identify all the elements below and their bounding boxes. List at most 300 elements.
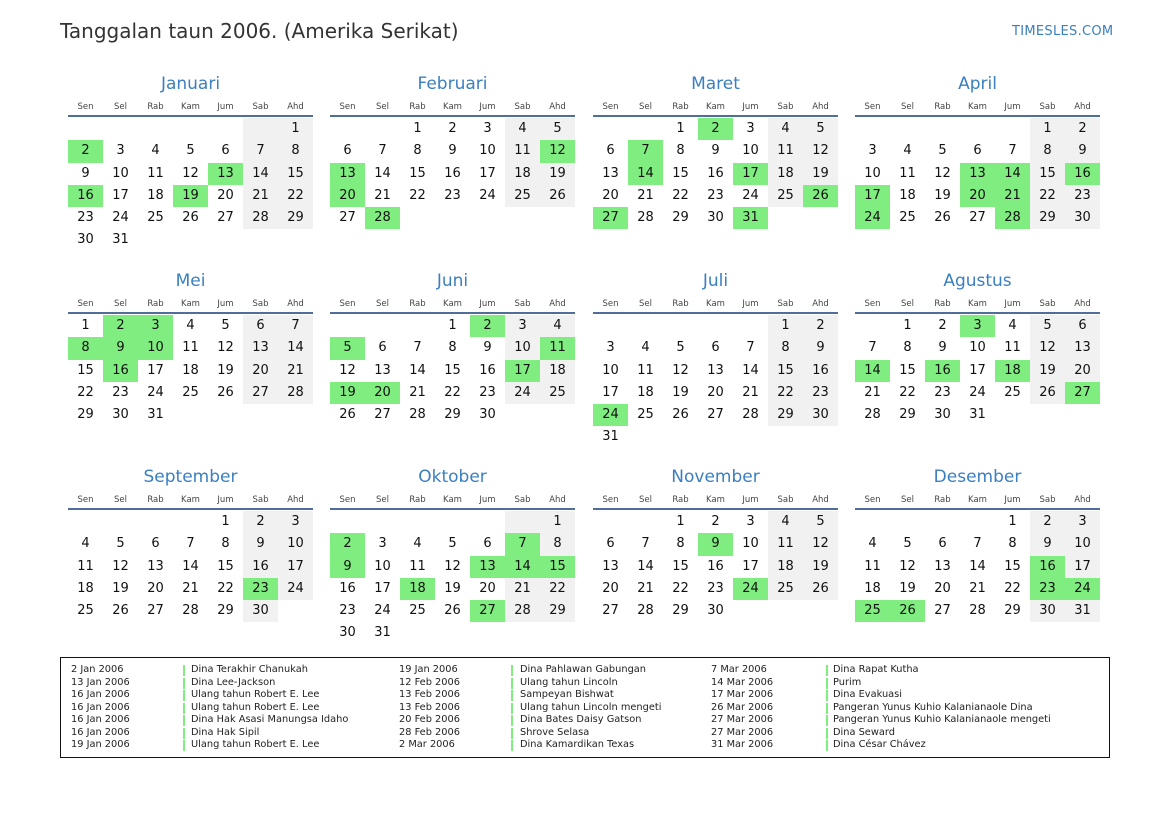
day-cell[interactable]: 1 [278,118,313,140]
day-cell[interactable]: 21 [742,384,759,400]
day-cell[interactable]: 19 [1030,360,1065,382]
day-cell[interactable]: 8 [413,143,422,159]
day-cell[interactable]: 7 [278,315,313,337]
day-cell[interactable]: 10 [969,340,986,356]
day-cell[interactable]: 29 [1004,603,1021,619]
day-cell[interactable]: 27 [934,603,951,619]
holiday-day-cell[interactable]: 14 [628,163,663,185]
day-cell[interactable]: 11 [182,340,199,356]
day-cell[interactable]: 11 [409,558,426,574]
holiday-day-cell[interactable]: 14 [995,163,1030,185]
day-cell[interactable]: 31 [112,232,129,248]
day-cell[interactable]: 31 [969,407,986,423]
day-cell[interactable]: 7 [973,536,982,552]
day-cell[interactable]: 13 [602,165,619,181]
holiday-day-cell[interactable]: 3 [138,315,173,337]
day-cell[interactable]: 29 [77,407,94,423]
day-cell[interactable]: 11 [899,165,916,181]
day-cell[interactable]: 18 [768,163,803,185]
day-cell[interactable]: 22 [77,384,94,400]
day-cell[interactable]: 10 [742,143,759,159]
day-cell[interactable]: 8 [676,536,685,552]
day-cell[interactable]: 15 [899,362,916,378]
day-cell[interactable]: 12 [217,340,234,356]
day-cell[interactable]: 26 [803,578,838,600]
day-cell[interactable]: 27 [217,210,234,226]
day-cell[interactable]: 20 [707,384,724,400]
holiday-day-cell[interactable]: 16 [103,360,138,382]
day-cell[interactable]: 16 [707,558,724,574]
day-cell[interactable]: 17 [1065,556,1100,578]
day-cell[interactable]: 5 [676,340,685,356]
holiday-day-cell[interactable]: 3 [960,315,995,337]
day-cell[interactable]: 2 [938,318,947,333]
day-cell[interactable]: 27 [707,407,724,423]
day-cell[interactable]: 26 [217,384,234,400]
day-cell[interactable]: 24 [742,187,759,203]
day-cell[interactable]: 1 [221,514,230,529]
day-cell[interactable]: 16 [803,360,838,382]
holiday-day-cell[interactable]: 18 [995,360,1030,382]
holiday-day-cell[interactable]: 9 [698,533,733,555]
day-cell[interactable]: 26 [339,407,356,423]
day-cell[interactable]: 12 [1030,337,1065,359]
day-cell[interactable]: 6 [973,143,982,159]
day-cell[interactable]: 11 [505,140,540,162]
day-cell[interactable]: 21 [969,580,986,596]
day-cell[interactable]: 21 [505,578,540,600]
day-cell[interactable]: 6 [483,536,492,552]
day-cell[interactable]: 26 [934,210,951,226]
day-cell[interactable]: 21 [374,187,391,203]
day-cell[interactable]: 18 [864,580,881,596]
day-cell[interactable]: 11 [768,533,803,555]
day-cell[interactable]: 1 [1030,118,1065,140]
day-cell[interactable]: 25 [540,382,575,404]
day-cell[interactable]: 14 [409,362,426,378]
day-cell[interactable]: 12 [112,558,129,574]
day-cell[interactable]: 29 [672,210,689,226]
day-cell[interactable]: 1 [676,121,685,136]
day-cell[interactable]: 30 [803,404,838,426]
day-cell[interactable]: 29 [672,603,689,619]
day-cell[interactable]: 7 [641,536,650,552]
day-cell[interactable]: 23 [444,187,461,203]
day-cell[interactable]: 22 [768,382,803,404]
day-cell[interactable]: 16 [707,165,724,181]
day-cell[interactable]: 10 [505,337,540,359]
holiday-day-cell[interactable]: 14 [855,360,890,382]
holiday-day-cell[interactable]: 9 [103,337,138,359]
day-cell[interactable]: 14 [742,362,759,378]
holiday-day-cell[interactable]: 13 [208,163,243,185]
day-cell[interactable]: 5 [1030,315,1065,337]
day-cell[interactable]: 8 [221,536,230,552]
holiday-day-cell[interactable]: 27 [470,600,505,622]
day-cell[interactable]: 4 [1008,318,1017,333]
brand-link[interactable]: TIMESLES.COM [1012,24,1114,39]
day-cell[interactable]: 17 [278,556,313,578]
day-cell[interactable]: 26 [672,407,689,423]
day-cell[interactable]: 2 [803,315,838,337]
day-cell[interactable]: 30 [707,603,724,619]
day-cell[interactable]: 20 [243,360,278,382]
day-cell[interactable]: 19 [444,580,461,596]
day-cell[interactable]: 4 [505,118,540,140]
day-cell[interactable]: 12 [803,533,838,555]
day-cell[interactable]: 17 [742,558,759,574]
day-cell[interactable]: 29 [217,603,234,619]
day-cell[interactable]: 8 [278,140,313,162]
holiday-day-cell[interactable]: 2 [470,315,505,337]
day-cell[interactable]: 13 [934,558,951,574]
day-cell[interactable]: 9 [483,340,492,356]
day-cell[interactable]: 13 [243,337,278,359]
holiday-day-cell[interactable]: 5 [330,337,365,359]
day-cell[interactable]: 10 [374,558,391,574]
holiday-day-cell[interactable]: 27 [1065,382,1100,404]
day-cell[interactable]: 29 [899,407,916,423]
day-cell[interactable]: 29 [768,404,803,426]
day-cell[interactable]: 24 [278,578,313,600]
holiday-day-cell[interactable]: 14 [505,556,540,578]
day-cell[interactable]: 5 [221,318,230,333]
day-cell[interactable]: 30 [707,210,724,226]
day-cell[interactable]: 22 [672,187,689,203]
day-cell[interactable]: 12 [339,362,356,378]
day-cell[interactable]: 2 [243,511,278,533]
day-cell[interactable]: 15 [444,362,461,378]
day-cell[interactable]: 22 [672,580,689,596]
day-cell[interactable]: 9 [81,165,90,181]
day-cell[interactable]: 18 [505,163,540,185]
holiday-day-cell[interactable]: 19 [330,382,365,404]
day-cell[interactable]: 4 [768,511,803,533]
day-cell[interactable]: 20 [1065,360,1100,382]
day-cell[interactable]: 12 [934,165,951,181]
day-cell[interactable]: 24 [147,384,164,400]
day-cell[interactable]: 14 [243,163,278,185]
day-cell[interactable]: 18 [768,556,803,578]
day-cell[interactable]: 14 [637,558,654,574]
day-cell[interactable]: 19 [899,580,916,596]
holiday-day-cell[interactable]: 8 [68,337,103,359]
day-cell[interactable]: 26 [444,603,461,619]
day-cell[interactable]: 25 [505,185,540,207]
day-cell[interactable]: 22 [444,384,461,400]
day-cell[interactable]: 25 [768,578,803,600]
holiday-day-cell[interactable]: 17 [505,360,540,382]
day-cell[interactable]: 20 [147,580,164,596]
day-cell[interactable]: 28 [742,407,759,423]
day-cell[interactable]: 25 [147,210,164,226]
day-cell[interactable]: 12 [444,558,461,574]
day-cell[interactable]: 18 [77,580,94,596]
holiday-day-cell[interactable]: 24 [1065,578,1100,600]
day-cell[interactable]: 3 [868,143,877,159]
day-cell[interactable]: 19 [112,580,129,596]
day-cell[interactable]: 16 [339,580,356,596]
day-cell[interactable]: 25 [1004,384,1021,400]
day-cell[interactable]: 20 [217,187,234,203]
day-cell[interactable]: 20 [934,580,951,596]
day-cell[interactable]: 23 [479,384,496,400]
day-cell[interactable]: 3 [746,514,755,529]
day-cell[interactable]: 28 [182,603,199,619]
day-cell[interactable]: 22 [278,185,313,207]
day-cell[interactable]: 28 [505,600,540,622]
day-cell[interactable]: 4 [186,318,195,333]
holiday-day-cell[interactable]: 20 [960,185,995,207]
holiday-day-cell[interactable]: 17 [855,185,890,207]
day-cell[interactable]: 23 [112,384,129,400]
day-cell[interactable]: 4 [768,118,803,140]
day-cell[interactable]: 15 [768,360,803,382]
holiday-day-cell[interactable]: 10 [138,337,173,359]
day-cell[interactable]: 10 [602,362,619,378]
holiday-day-cell[interactable]: 13 [470,556,505,578]
day-cell[interactable]: 29 [444,407,461,423]
day-cell[interactable]: 28 [864,407,881,423]
day-cell[interactable]: 8 [1008,536,1017,552]
day-cell[interactable]: 19 [934,187,951,203]
day-cell[interactable]: 5 [540,118,575,140]
day-cell[interactable]: 21 [409,384,426,400]
day-cell[interactable]: 21 [637,187,654,203]
day-cell[interactable]: 8 [676,143,685,159]
day-cell[interactable]: 12 [899,558,916,574]
day-cell[interactable]: 6 [1065,315,1100,337]
day-cell[interactable]: 4 [641,340,650,356]
day-cell[interactable]: 10 [278,533,313,555]
day-cell[interactable]: 25 [768,185,803,207]
day-cell[interactable]: 3 [505,315,540,337]
holiday-day-cell[interactable]: 16 [925,360,960,382]
day-cell[interactable]: 31 [1065,600,1100,622]
holiday-day-cell[interactable]: 13 [330,163,365,185]
day-cell[interactable]: 19 [672,384,689,400]
holiday-day-cell[interactable]: 23 [1030,578,1065,600]
day-cell[interactable]: 11 [864,558,881,574]
day-cell[interactable]: 1 [81,318,90,333]
day-cell[interactable]: 13 [602,558,619,574]
day-cell[interactable]: 15 [409,165,426,181]
holiday-day-cell[interactable]: 24 [855,207,890,229]
day-cell[interactable]: 3 [483,121,492,136]
day-cell[interactable]: 11 [77,558,94,574]
day-cell[interactable]: 22 [217,580,234,596]
holiday-day-cell[interactable]: 23 [243,578,278,600]
holiday-day-cell[interactable]: 13 [960,163,995,185]
holiday-day-cell[interactable]: 19 [173,185,208,207]
day-cell[interactable]: 14 [969,558,986,574]
day-cell[interactable]: 15 [1004,558,1021,574]
day-cell[interactable]: 18 [540,360,575,382]
day-cell[interactable]: 31 [147,407,164,423]
holiday-day-cell[interactable]: 17 [733,163,768,185]
day-cell[interactable]: 10 [112,165,129,181]
day-cell[interactable]: 25 [182,384,199,400]
day-cell[interactable]: 4 [903,143,912,159]
day-cell[interactable]: 25 [409,603,426,619]
day-cell[interactable]: 14 [374,165,391,181]
holiday-day-cell[interactable]: 24 [733,578,768,600]
day-cell[interactable]: 30 [1065,207,1100,229]
holiday-day-cell[interactable]: 2 [330,533,365,555]
day-cell[interactable]: 1 [540,511,575,533]
day-cell[interactable]: 7 [1008,143,1017,159]
day-cell[interactable]: 2 [1065,118,1100,140]
holiday-day-cell[interactable]: 9 [330,556,365,578]
day-cell[interactable]: 8 [448,340,457,356]
day-cell[interactable]: 9 [1065,140,1100,162]
day-cell[interactable]: 6 [606,536,615,552]
holiday-day-cell[interactable]: 28 [365,207,400,229]
day-cell[interactable]: 12 [672,362,689,378]
holiday-day-cell[interactable]: 26 [803,185,838,207]
day-cell[interactable]: 13 [707,362,724,378]
day-cell[interactable]: 9 [711,143,720,159]
holiday-day-cell[interactable]: 16 [1065,163,1100,185]
day-cell[interactable]: 11 [637,362,654,378]
day-cell[interactable]: 24 [112,210,129,226]
day-cell[interactable]: 17 [374,580,391,596]
day-cell[interactable]: 14 [182,558,199,574]
day-cell[interactable]: 22 [1030,185,1065,207]
day-cell[interactable]: 28 [243,207,278,229]
day-cell[interactable]: 2 [711,514,720,529]
day-cell[interactable]: 1 [676,514,685,529]
day-cell[interactable]: 27 [602,603,619,619]
day-cell[interactable]: 5 [803,118,838,140]
day-cell[interactable]: 22 [409,187,426,203]
holiday-day-cell[interactable]: 12 [540,140,575,162]
day-cell[interactable]: 26 [182,210,199,226]
day-cell[interactable]: 11 [768,140,803,162]
day-cell[interactable]: 1 [448,318,457,333]
day-cell[interactable]: 4 [81,536,90,552]
day-cell[interactable]: 7 [746,340,755,356]
holiday-day-cell[interactable]: 11 [540,337,575,359]
holiday-day-cell[interactable]: 20 [365,382,400,404]
day-cell[interactable]: 4 [868,536,877,552]
day-cell[interactable]: 6 [343,143,352,159]
day-cell[interactable]: 25 [637,407,654,423]
day-cell[interactable]: 23 [1065,185,1100,207]
day-cell[interactable]: 31 [602,429,619,445]
day-cell[interactable]: 22 [899,384,916,400]
day-cell[interactable]: 30 [339,625,356,641]
day-cell[interactable]: 4 [413,536,422,552]
day-cell[interactable]: 12 [182,165,199,181]
day-cell[interactable]: 10 [742,536,759,552]
day-cell[interactable]: 16 [444,165,461,181]
day-cell[interactable]: 5 [903,536,912,552]
day-cell[interactable]: 22 [1004,580,1021,596]
day-cell[interactable]: 9 [448,143,457,159]
day-cell[interactable]: 6 [711,340,720,356]
day-cell[interactable]: 15 [672,165,689,181]
day-cell[interactable]: 27 [147,603,164,619]
day-cell[interactable]: 20 [602,187,619,203]
day-cell[interactable]: 15 [1030,163,1065,185]
day-cell[interactable]: 28 [637,603,654,619]
day-cell[interactable]: 18 [182,362,199,378]
day-cell[interactable]: 13 [1065,337,1100,359]
day-cell[interactable]: 19 [217,362,234,378]
holiday-day-cell[interactable]: 31 [733,207,768,229]
day-cell[interactable]: 15 [672,558,689,574]
day-cell[interactable]: 6 [221,143,230,159]
day-cell[interactable]: 27 [374,407,391,423]
day-cell[interactable]: 15 [278,163,313,185]
day-cell[interactable]: 18 [637,384,654,400]
day-cell[interactable]: 7 [868,340,877,356]
day-cell[interactable]: 28 [637,210,654,226]
day-cell[interactable]: 24 [479,187,496,203]
day-cell[interactable]: 27 [969,210,986,226]
day-cell[interactable]: 17 [969,362,986,378]
day-cell[interactable]: 30 [479,407,496,423]
day-cell[interactable]: 24 [969,384,986,400]
day-cell[interactable]: 30 [1030,600,1065,622]
holiday-day-cell[interactable]: 21 [995,185,1030,207]
day-cell[interactable]: 15 [77,362,94,378]
day-cell[interactable]: 11 [147,165,164,181]
holiday-day-cell[interactable]: 18 [400,578,435,600]
day-cell[interactable]: 6 [243,315,278,337]
day-cell[interactable]: 1 [413,121,422,136]
holiday-day-cell[interactable]: 16 [1030,556,1065,578]
day-cell[interactable]: 8 [768,337,803,359]
day-cell[interactable]: 13 [374,362,391,378]
day-cell[interactable]: 30 [77,232,94,248]
day-cell[interactable]: 9 [938,340,947,356]
day-cell[interactable]: 7 [378,143,387,159]
day-cell[interactable]: 9 [1030,533,1065,555]
day-cell[interactable]: 8 [540,533,575,555]
day-cell[interactable]: 18 [147,187,164,203]
day-cell[interactable]: 27 [243,382,278,404]
day-cell[interactable]: 20 [479,580,496,596]
day-cell[interactable]: 10 [1065,533,1100,555]
day-cell[interactable]: 4 [151,143,160,159]
holiday-day-cell[interactable]: 28 [995,207,1030,229]
day-cell[interactable]: 16 [243,556,278,578]
day-cell[interactable]: 30 [934,407,951,423]
day-cell[interactable]: 13 [147,558,164,574]
holiday-day-cell[interactable]: 2 [698,118,733,140]
day-cell[interactable]: 7 [186,536,195,552]
day-cell[interactable]: 16 [479,362,496,378]
day-cell[interactable]: 21 [182,580,199,596]
day-cell[interactable]: 18 [899,187,916,203]
day-cell[interactable]: 19 [540,163,575,185]
day-cell[interactable]: 19 [803,556,838,578]
day-cell[interactable]: 25 [899,210,916,226]
day-cell[interactable]: 23 [707,187,724,203]
day-cell[interactable]: 1 [768,315,803,337]
day-cell[interactable]: 11 [1004,340,1021,356]
day-cell[interactable]: 31 [374,625,391,641]
holiday-day-cell[interactable]: 20 [330,185,365,207]
day-cell[interactable]: 21 [278,360,313,382]
day-cell[interactable]: 2 [1030,511,1065,533]
day-cell[interactable]: 21 [243,185,278,207]
day-cell[interactable]: 4 [540,315,575,337]
day-cell[interactable]: 30 [243,600,278,622]
day-cell[interactable]: 19 [803,163,838,185]
